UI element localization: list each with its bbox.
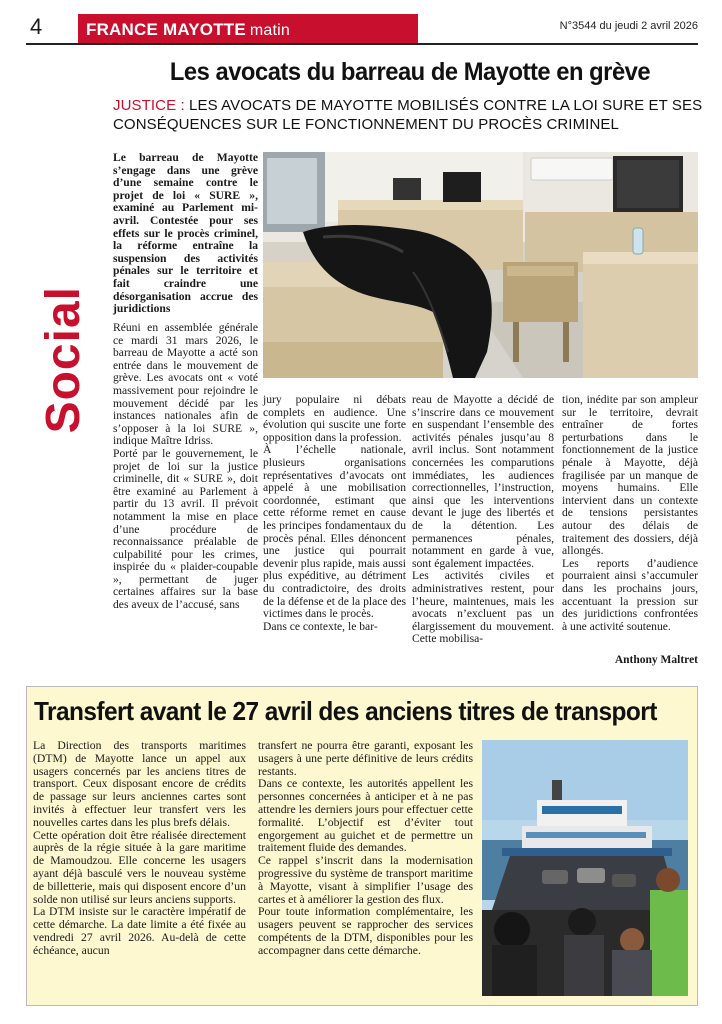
transport-column-2 [258,740,473,958]
page-number: 4 [30,14,43,39]
transport-column-1 [33,740,246,958]
paragraph: La Direction des transports maritimes (DTM) de Mayotte lance un appel aux usagers concernés par les anciens titres de transport. Ceux disposant encore de crédits de passage sur leurs anciennes cartes sont invités à effectuer leur transfert vers les nouvelles cartes dans les plus brefs délais. [33,739,246,829]
article-column-3 [412,394,554,646]
courtroom-photo [263,152,698,378]
transport-article-headline: Transfert avant le 27 avril des anciens titres de transport [34,696,657,726]
ferry-photo [482,740,688,996]
paragraph: À l’échelle nationale, plusieurs organisations représentatives d’avocats ont appelé à une mobilisation coordonnée, estimant que cette réforme remet en cause les principes fondamentaux du procès pénal. Elles dénoncent une justice qui pourrait devenir plus rapide, mais aussi plus expéditive, au détriment du contradictoire, des droits de la défense et de la place des victimes dans le procès. [263,443,406,621]
article-column-4 [562,394,698,633]
ferry-illustration [482,740,688,996]
courtroom-illustration [263,152,698,378]
paragraph: Ce rappel s’inscrit dans la modernisation progressive du système de transport maritime à Mayotte, visant à simplifier l’usage des cartes et à améliorer la gestion des flux. [258,854,473,906]
paragraph: reau de Mayotte a décidé de s’inscrire dans ce mouvement en suspendant l’ensemble des activités pénales jusqu’au 8 avril inclus. Sont notamment concernées les comparutions immédiates, les audiences correctionnelles, l’instruction, ainsi que les interventions devant le juge des libertés et de la détention. Les permanences pénales, notamment en garde à vue, sont également impactées. [412,393,554,570]
paragraph: Dans ce contexte, les autorités appellent les personnes concernées à anticiper et à ne pas attendre les derniers jours pour effectuer cette formalité. L’objectif est d’éviter tout engorgement au guichet et de permettre un traitement fluide des demandes. [258,777,473,855]
paragraph: Réuni en assemblée générale ce mardi 31 mars 2026, le barreau de Mayotte a acté son entrée dans le mouvement de grève. Les avocats ont « voté massivement pour rejoindre le mouvement décidé par les instances nationales afin de s’opposer à la loi SURE », indique Maître Idriss. [113,321,258,448]
article-column-1 [113,322,258,612]
paragraph: La DTM insiste sur le caractère impératif de cette démarche. La date limite a été fixée au vendredi 27 avril 2026. Au-delà de cette échéance, aucun [33,905,246,957]
paragraph: transfert ne pourra être garanti, exposant les usagers à une perte définitive de leurs crédits restants. [258,739,473,778]
article-lead: Le barreau de Mayotte s’engage dans une grève d’une semaine contre le projet de loi « SURE », examiné au Parlement mi-avril. Contestée pour ses effets sur le procès criminel, la réforme entraîne la suspension des activités pénales sur le territoire et fait craindre une désorganisation accrue des juridictions [113,151,258,316]
paragraph: jury populaire ni débats complets en audience. Une évolution qui suscite une forte opposition dans la profession. [263,393,406,444]
article-author: Anthony Maltret [614,654,698,666]
paragraph: tion, inédite par son ampleur sur le territoire, devrait entraîner de fortes perturbations dans le fonctionnement de la justice pénale à Mayotte, déjà fragilisée par un manque de moyens humains. Elle intervient dans un contexte de tensions persistantes autour des délais de traitement des dossiers, déjà allongés. [562,393,698,558]
paragraph: Cette opération doit être réalisée directement auprès de la régie située à la gare maritime de Mamoudzou. Elle concerne les usagers ayant déjà basculé vers le nouveau système de billetterie, mais qui disposent encore d’un solde non utilisé sur leurs anciens supports. [33,828,246,906]
paragraph: Dans ce contexte, le bar- [263,619,378,633]
paragraph: Les reports d’audience pourraient ainsi s’accumuler dans les prochains jours, accentuant la pression sur des juridictions confrontées à une activité soutenue. [562,556,698,633]
masthead-title: FRANCE MAYOTTE [86,20,246,39]
masthead [78,14,418,45]
article-headline: Les avocats du barreau de Mayotte en grève [169,58,651,86]
header-rule [26,43,698,45]
subheadline-kicker: JUSTICE : [113,97,185,114]
article-subheadline [113,96,703,134]
paragraph: Porté par le gouvernement, le projet de loi sur la justice criminelle, dit « SURE », doit être examiné au Parlement à partir du 13 avril. Il prévoit notamment la mise en place d’une procédure de reconnaissance préalable de culpabilité pour les crimes, inspirée du « plaider-coupable », permettant de juger certaines affaires sur la base des aveux de l’accusé, sans [113,446,258,612]
subheadline-text: LES AVOCATS DE MAYOTTE MOBILISÉS CONTRE LA LOI SURE ET SES CONSÉQUENCES SUR LE FONCTIONNEMENT DU PROCÈS CRIMINEL [113,97,703,133]
issue-date: N°3544 du jeudi 2 avril 2026 [559,20,698,32]
article-column-2 [263,394,406,633]
section-rubric [36,286,96,456]
paragraph: Les activités civiles et administratives restent, pour l’heure, maintenues, mais les avocats n’excluent pas un élargissement du mouvement. Cette mobilisa- [412,569,554,646]
masthead-subtitle: matin [249,22,291,39]
section-rubric-label: Social [37,286,90,434]
paragraph: Pour toute information complémentaire, les usagers peuvent se rapprocher des services compétents de la DTM, disponibles pour les accompagner dans cette démarche. [258,905,473,957]
